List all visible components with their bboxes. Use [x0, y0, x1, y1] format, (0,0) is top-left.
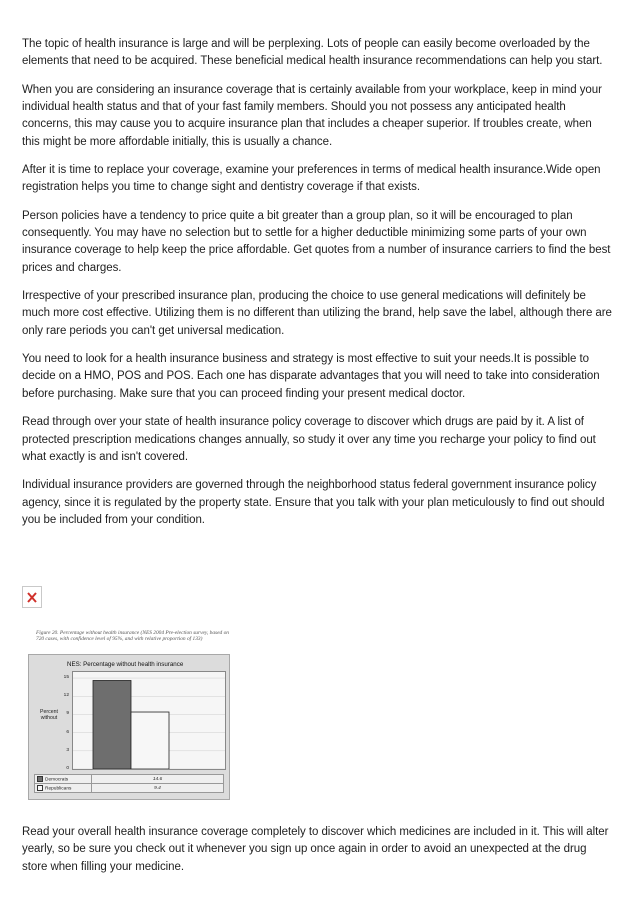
paragraph-4: Person policies have a tendency to price quite a bit greater than a group plan, so it will be encouraged to plan consequently. You may have no selection but to settle for a higher deductible minimizing some parts of your own insurance coverage to help keep the price affordable. Get quotes from a number of insurance carriers to find the best prices and charges. — [22, 209, 611, 274]
closing-section — [22, 824, 612, 887]
data-label: 14.6 — [92, 775, 224, 784]
data-label: 9.4 — [92, 784, 224, 793]
legend-label: Democrats — [45, 777, 69, 783]
legend-label: Republicans — [45, 786, 72, 792]
y-tick-label: 3 — [66, 747, 69, 753]
y-tick-label: 12 — [63, 693, 69, 699]
red-x-icon — [26, 590, 38, 604]
legend-swatch — [37, 785, 43, 791]
y-tick-label: 0 — [66, 766, 69, 771]
y-tick-label: 9 — [66, 711, 69, 717]
legend-entry-democrats — [35, 775, 92, 784]
paragraph-8: Individual insurance providers are governed through the neighborhood status federal government insurance policy agency, since it is regulated by the property state. Ensure that you talk with your plan meticulously to find out should you be included from your condition. — [22, 479, 605, 526]
table-row — [35, 775, 224, 784]
chart-figure — [22, 630, 232, 802]
paragraph-5: Irrespective of your prescribed insurance plan, producing the choice to use general medications will definitely be much more cost effective. Utilizing them is no different than utilizing the brand, help save the label, although there are only rare periods you can't get universal medication. — [22, 290, 612, 337]
chart-frame — [28, 654, 230, 800]
y-tick-label: 6 — [66, 729, 69, 735]
legend-swatch — [37, 776, 43, 782]
chart-title: NES: Percentage without health insurance — [67, 661, 184, 668]
paragraph-1: The topic of health insurance is large and will be perplexing. Lots of people can easily become overloaded by the elements that need to be acquired. These beneficial medical health insurance recommendations can help you start. — [22, 38, 603, 68]
article-body — [22, 36, 612, 540]
paragraph-7: Read through over your state of health insurance policy coverage to discover which drugs are paid by it. A list of protected prescription medications changes annually, so study it over any time you recharge your policy to find out what exactly is and isn't covered. — [22, 416, 596, 463]
paragraph-2: When you are considering an insurance coverage that is certainly available from your workplace, keep in mind your individual health status and that of your fast family members. Should you not possess any anticipated health concerns, this may cause you to acquire insurance plan that includes a cheaper superior. If troubles create, when this might be more affordable initially, this is usually a chance. — [22, 83, 602, 148]
bar-chart — [73, 672, 225, 769]
data-table — [34, 774, 224, 793]
y-axis-label: Percent without — [40, 709, 58, 721]
paragraph-final: Read your overall health insurance coverage completely to discover which medicines are included in it. This will alter yearly, so be sure you check out it whenever you sign up once again in order to avoid an unexpected at the drug store when filling your medicine. — [22, 826, 609, 873]
y-tick-label: 15 — [63, 675, 69, 681]
bar-republicans — [131, 712, 169, 769]
table-row — [35, 784, 224, 793]
bar-democrats — [93, 680, 131, 769]
paragraph-3: After it is time to replace your coverage, examine your preferences in terms of medical health insurance.Wide open registration helps you time to change sight and dentistry coverage if that exists. — [22, 164, 601, 194]
legend-entry-republicans — [35, 784, 92, 793]
broken-image-icon — [22, 586, 42, 608]
paragraph-6: You need to look for a health insurance business and strategy is most effective to suit your needs.It is possible to decide on a HMO, POS and POS. Each one has disparate advantages that you will need to take into consideration before purchasing. Make sure that you can proceed finding your present medical doctor. — [22, 353, 600, 400]
plot-area — [72, 671, 226, 770]
figure-caption: Figure 20. Percentage without health insurance (NES 2004 Pre-election survey, based on 720 cases, with confidence level of 95%, and with relative proportion of 133) — [36, 630, 229, 643]
